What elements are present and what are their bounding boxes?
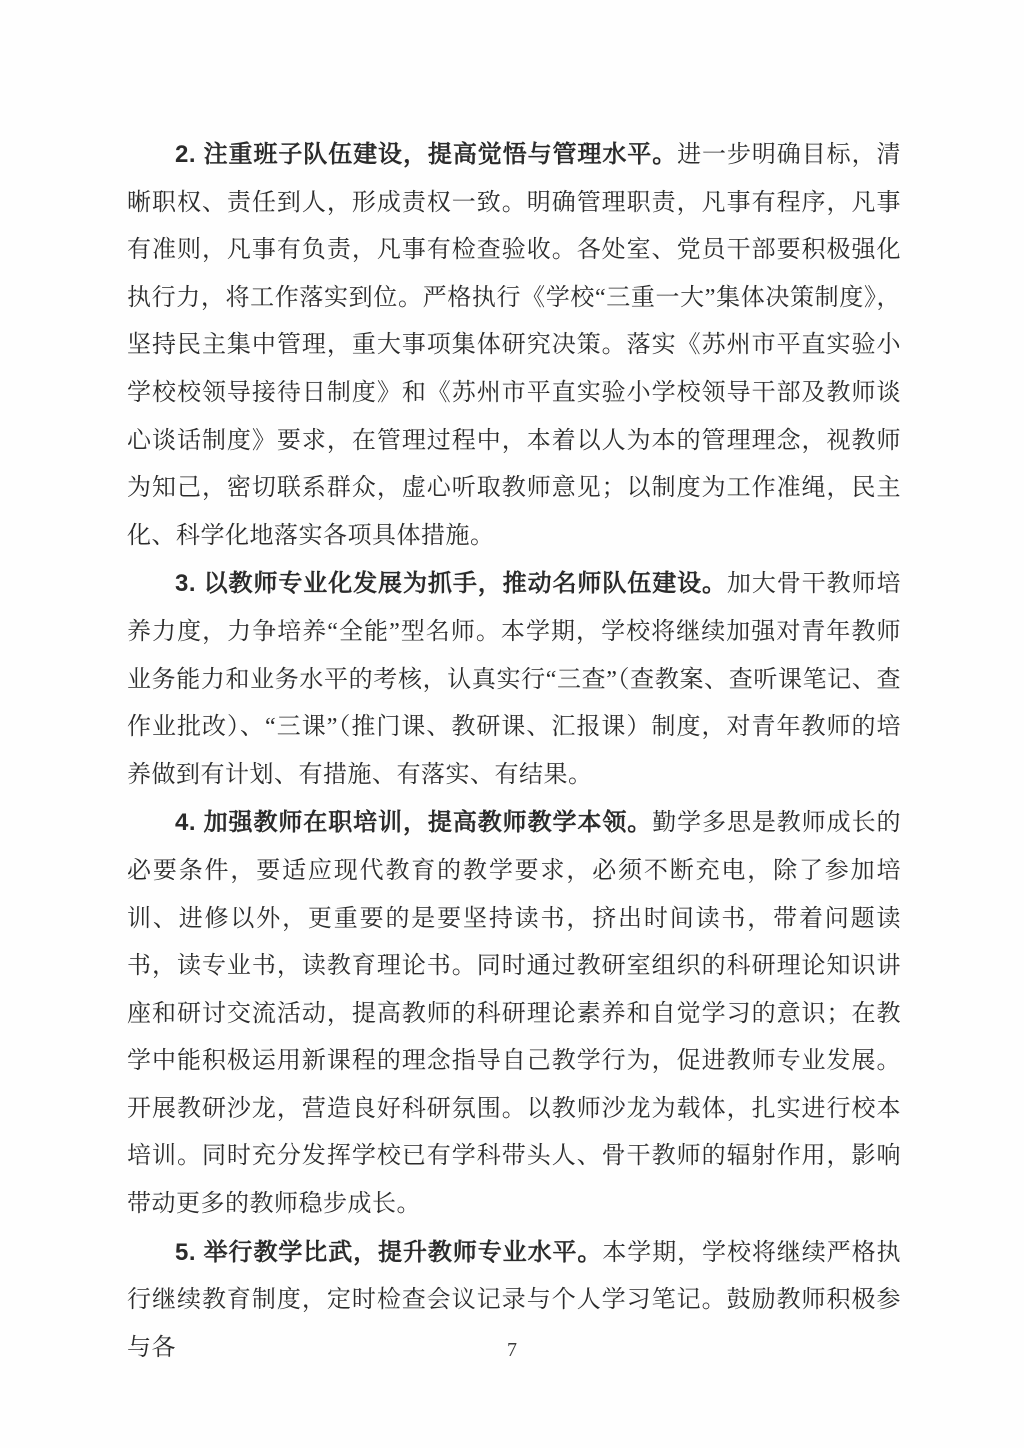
paragraph-3-heading: 3. 以教师专业化发展为抓手，推动名师队伍建设。: [175, 570, 727, 598]
paragraph-2: [127, 131, 901, 560]
paragraph-2-body: 进一步明确目标，清晰职权、责任到人，形成责权一致。明确管理职责，凡事有程序，凡事有准则，凡事有负责，凡事有检查验收。各处室、党员干部要积极强化执行力，将工作落实到位。严格执行《学校“三重一大”集体决策制度》，坚持民主集中管理，重大事项集体研究决策。落实《苏州市平直实验小学校校领导接待日制度》和《苏州市平直实验小学校领导干部及教师谈心谈话制度》要求，在管理过程中，本着以人为本的管理理念，视教师为知己，密切联系群众，虚心听取教师意见；以制度为工作准绳，民主化、科学化地落实各项具体措施。: [127, 142, 901, 549]
page-number: 7: [507, 1339, 517, 1361]
document-body: [127, 131, 901, 1372]
paragraph-5-heading: 5. 举行教学比武，提升教师专业水平。: [175, 1238, 603, 1266]
paragraph-3-body: 加大骨干教师培养力度，力争培养“全能”型名师。本学期，学校将继续加强对青年教师业务能力和业务水平的考核，认真实行“三查”（查教案、查听课笔记、查作业批改）、“三课”（推门课、教研课、汇报课）制度，对青年教师的培养做到有计划、有措施、有落实、有结果。: [127, 571, 901, 788]
paragraph-4-body: 勤学多思是教师成长的必要条件，要适应现代教育的教学要求，必须不断充电，除了参加培训、进修以外，更重要的是要坚持读书，挤出时间读书，带着问题读书，读专业书，读教育理论书。同时通过教研室组织的科研理论知识讲座和研讨交流活动，提高教师的科研理论素养和自觉学习的意识；在教学中能积极运用新课程的理念指导自己教学行为，促进教师专业发展。开展教研沙龙，营造良好科研氛围。以教师沙龙为载体，扎实进行校本培训。同时充分发挥学校已有学科带头人、骨干教师的辐射作用，影响带动更多的教师稳步成长。: [127, 810, 901, 1218]
paragraph-4: [127, 799, 901, 1228]
paragraph-4-heading: 4. 加强教师在职培训，提高教师教学本领。: [175, 809, 653, 837]
paragraph-3: [127, 560, 901, 799]
paragraph-2-heading: 2. 注重班子队伍建设，提高觉悟与管理水平。: [175, 141, 678, 168]
paragraph-5-body: 本学期，学校将继续严格执行继续教育制度，定时检查会议记录与个人学习笔记。鼓励教师积极参与各: [127, 1239, 901, 1361]
